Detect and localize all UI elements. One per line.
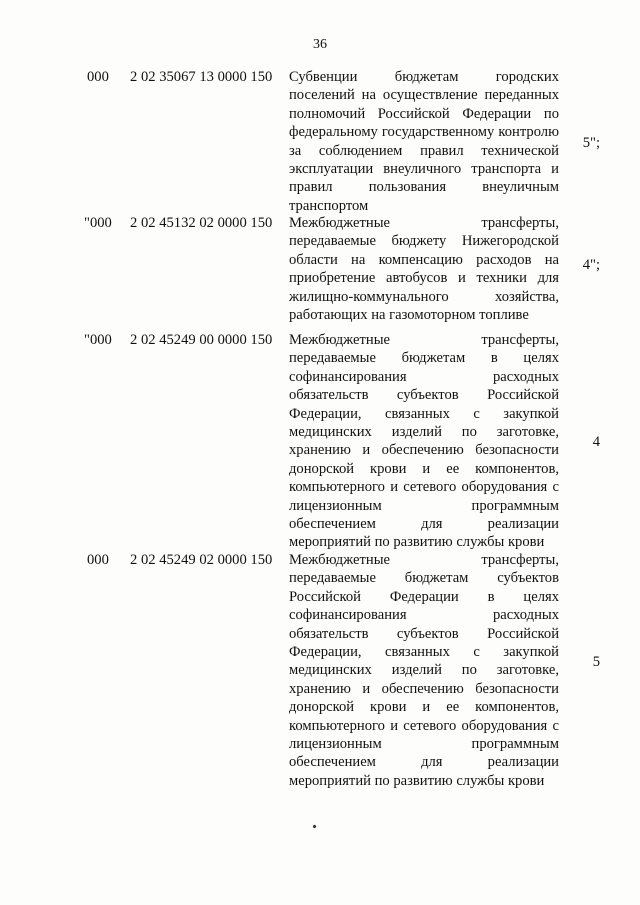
admin-code: 000 xyxy=(87,69,109,85)
admin-code: 000 xyxy=(87,552,109,568)
amount-value: 5 xyxy=(592,654,600,670)
budget-classification-code: 2 02 45132 02 0000 150 xyxy=(130,215,273,231)
budget-classification-code: 2 02 35067 13 0000 150 xyxy=(130,69,273,85)
page-number: 36 xyxy=(313,37,327,52)
admin-code: "000 xyxy=(84,332,112,348)
scan-speck-mark xyxy=(312,824,316,828)
income-description: Межбюджетные трансферты, передаваемые бюджету Нижегородской области на компенсацию расходов на приобретение автобусов и техники для жилищно-коммунального хозяйства, работающих на газомоторном топливе xyxy=(289,215,559,324)
budget-classification-code: 2 02 45249 02 0000 150 xyxy=(130,552,273,568)
amount-value: 4 xyxy=(592,434,600,450)
admin-code: "000 xyxy=(84,215,112,231)
income-description: Межбюджетные трансферты, передаваемые бюджетам субъектов Российской Федерации в целях софинансирования расходных обязательств субъектов Российской Федерации, связанных с закупкой медицинских изделий по заготовке, хранению и обеспечению безопасности донорской крови и ее компонентов, компьютерного и сетевого оборудования с лицензионным программным обеспечением для реализации мероприятий по развитию службы крови xyxy=(289,552,559,789)
amount-value: 5"; xyxy=(582,135,600,151)
income-description: Межбюджетные трансферты, передаваемые бюджетам в целях софинансирования расходных обязательств субъектов Российской Федерации, связанных с закупкой медицинских изделий по заготовке, хранению и обеспечению безопасности донорской крови и ее компонентов, компьютерного и сетевого оборудования с лицензионным программным обеспечением для реализации мероприятий по развитию службы крови xyxy=(289,332,559,551)
income-description: Субвенции бюджетам городских поселений на осуществление переданных полномочий Российской Федерации по федеральному государственному контролю за соблюдением правил технической эксплуатации внеуличного транспорта и правил пользования внеуличным транспортом xyxy=(289,69,559,214)
amount-value: 4"; xyxy=(582,257,600,273)
budget-classification-code: 2 02 45249 00 0000 150 xyxy=(130,332,273,348)
